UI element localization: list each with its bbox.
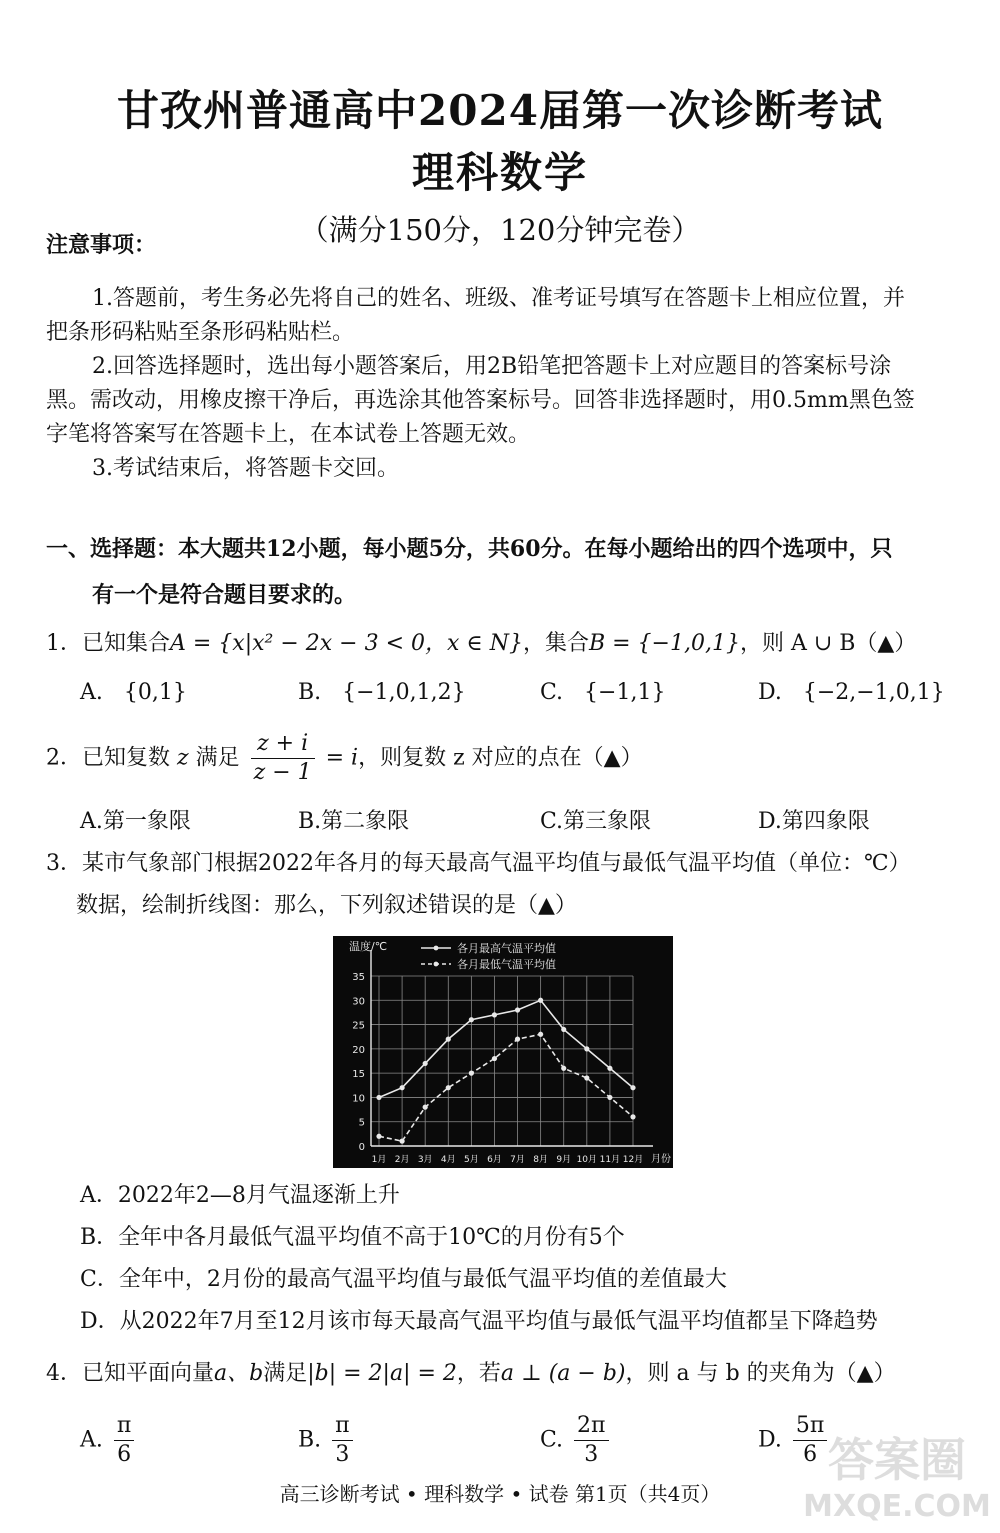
y-tick-label: 30 <box>352 996 365 1008</box>
question-1-mid: ，集合 <box>522 631 589 656</box>
data-point <box>376 1095 381 1100</box>
question-1-option-b <box>298 680 466 705</box>
option-value: {−2,−1,0,1} <box>802 680 945 705</box>
chart-grid <box>371 976 633 1146</box>
question-3-stem-line-1: 3．某市气象部门根据2022年各月的每天最高气温平均值与最低气温平均值（单位：℃） <box>46 851 911 876</box>
fraction-denominator: z − 1 <box>253 760 312 785</box>
option-label: D. <box>758 1427 782 1453</box>
question-2-option-d: D.第四象限 <box>758 809 870 834</box>
y-tick-label: 0 <box>358 1142 365 1153</box>
question-4-suffix: ，则 a 与 b 的夹角为（▲） <box>625 1361 896 1386</box>
option-fraction <box>114 1412 134 1469</box>
data-point <box>469 1017 474 1022</box>
y-tick-label: 5 <box>358 1117 365 1129</box>
question-2-fraction <box>251 730 315 787</box>
series-line-low <box>379 1034 633 1141</box>
legend-label: 各月最低气温平均值 <box>457 958 556 971</box>
data-point <box>376 1134 381 1139</box>
option-value: {0,1} <box>123 680 187 705</box>
chart-axes <box>371 950 653 1146</box>
question-2-mid: 满足 <box>195 745 240 771</box>
y-tick-label: 35 <box>352 972 365 983</box>
temperature-line-chart <box>333 936 673 1168</box>
question-3-option-a: A．2022年2—8月气温逐渐上升 <box>80 1183 400 1208</box>
data-point <box>446 1037 451 1042</box>
data-point <box>492 1012 497 1017</box>
x-tick-label: 7月 <box>510 1155 525 1165</box>
data-point <box>607 1066 612 1071</box>
question-4-mid-2: ，若 <box>456 1361 501 1386</box>
y-tick-label: 10 <box>352 1093 365 1105</box>
question-1-option-a <box>80 680 187 705</box>
section-1-heading-line-2: 有一个是符合题目要求的。 <box>92 582 357 608</box>
y-tick-label: 15 <box>352 1069 365 1081</box>
section-1-heading-line-1: 一、选择题：本大题共12小题，每小题5分，共60分。在每小题给出的四个选项中，只 <box>46 536 893 562</box>
notice-item-2-line-2: 黑。需改动，用橡皮擦干净后，再选涂其他答案标号。回答非选择题时，用0.5mm黑色签 <box>46 388 915 413</box>
y-tick-label: 20 <box>352 1044 365 1056</box>
page-footer: 高三诊断考试 • 理科数学 • 试卷 第1页（共4页） <box>279 1482 721 1506</box>
question-2-option-b: B.第二象限 <box>298 809 410 834</box>
legend-marker <box>434 946 439 951</box>
notice-item-2-line-1: 2.回答选择题时，选出每小题答案后，用2B铅笔把答题卡上对应题目的答案标号涂 <box>92 354 892 379</box>
x-tick-label: 3月 <box>417 1155 433 1165</box>
question-2-option-a: A.第一象限 <box>80 809 191 834</box>
data-point <box>446 1085 451 1090</box>
option-fraction <box>332 1412 352 1469</box>
question-4-option-a <box>80 1412 138 1469</box>
exam-subject: 理科数学 <box>411 148 588 197</box>
x-axis-label: 月份 <box>651 1154 671 1165</box>
x-tick-label: 11月 <box>599 1155 621 1165</box>
data-point <box>399 1139 404 1144</box>
data-point <box>630 1114 635 1119</box>
option-value: {−1,0,1,2} <box>342 680 466 705</box>
x-tick-label: 4月 <box>440 1155 456 1165</box>
legend-marker <box>434 962 439 967</box>
fraction-numerator: π <box>114 1412 134 1441</box>
fraction-numerator: π <box>332 1412 352 1441</box>
question-2-z: z <box>177 745 189 771</box>
fraction-numerator: 5π <box>793 1412 827 1441</box>
data-point <box>423 1061 428 1066</box>
question-3-option-d: D．从2022年7月至12月该市每天最高气温平均值与最低气温平均值都呈下降趋势 <box>80 1309 878 1334</box>
question-1-stem <box>46 626 916 657</box>
chart-labels <box>349 939 671 1165</box>
question-4-condition: |b| = 2|a| = 2 <box>307 1361 457 1386</box>
question-3-stem-line-2: 数据，绘制折线图：那么，下列叙述错误的是（▲） <box>76 893 577 918</box>
notice-item-1-line-2: 把条形码粘贴至条形码粘贴栏。 <box>46 320 355 345</box>
question-1-set-a: A = {x|x² − 2x − 3 < 0，x ∈ N} <box>170 631 523 656</box>
data-point <box>607 1095 612 1100</box>
data-point <box>538 998 543 1003</box>
watermark-logo <box>802 1418 992 1528</box>
data-point <box>630 1085 635 1090</box>
chart-legend <box>421 941 556 971</box>
question-4-option-c <box>540 1412 613 1469</box>
legend-label: 各月最高气温平均值 <box>457 942 556 955</box>
watermark-logo-svg <box>802 1418 992 1528</box>
data-point <box>515 1007 520 1012</box>
y-tick-label: 25 <box>352 1020 365 1032</box>
option-label: C. <box>540 680 564 705</box>
notice-item-3: 3.考试结束后，将答题卡交回。 <box>92 456 399 481</box>
x-tick-label: 12月 <box>622 1155 644 1165</box>
exam-subtitle: （满分150分，120分钟完卷） <box>299 213 701 247</box>
data-point <box>584 1046 589 1051</box>
option-label: D. <box>758 680 782 705</box>
option-label: C. <box>540 1427 564 1453</box>
option-fraction <box>574 1412 608 1469</box>
x-tick-label: 2月 <box>394 1155 410 1165</box>
data-point <box>469 1071 474 1076</box>
question-2-suffix: ，则复数 z 对应的点在（▲） <box>358 745 643 771</box>
question-4-stem <box>46 1356 896 1387</box>
x-tick-label: 1月 <box>371 1155 387 1165</box>
data-point <box>561 1027 566 1032</box>
option-value: {−1,1} <box>584 680 666 705</box>
svg-text:答案圈: 答案圈 <box>828 1433 966 1487</box>
question-2-option-c: C.第三象限 <box>540 809 652 834</box>
question-2-equals: = i <box>325 745 359 771</box>
x-tick-label: 6月 <box>487 1155 502 1165</box>
notice-heading: 注意事项： <box>46 232 157 258</box>
exam-title: 甘孜州普通高中2024届第一次诊断考试 <box>117 86 883 135</box>
data-point <box>492 1056 497 1061</box>
svg-text:MXQE.COM: MXQE.COM <box>803 1489 991 1524</box>
chart-svg <box>333 936 673 1168</box>
data-point <box>584 1075 589 1080</box>
question-4-vectors: a、b <box>214 1361 264 1386</box>
x-tick-label: 9月 <box>556 1155 572 1165</box>
question-4-prefix: 4．已知平面向量 <box>46 1361 214 1386</box>
option-label: A. <box>80 1427 103 1453</box>
question-1-suffix: ，则 A ∪ B（▲） <box>739 631 917 656</box>
question-2-stem <box>46 730 643 787</box>
question-2-prefix: 2．已知复数 <box>46 745 170 771</box>
question-1-option-d <box>758 680 945 705</box>
fraction-denominator: 6 <box>803 1442 818 1467</box>
fraction-denominator: 6 <box>117 1442 132 1467</box>
data-point <box>561 1066 566 1071</box>
x-tick-label: 10月 <box>576 1155 598 1165</box>
x-tick-label: 8月 <box>533 1155 549 1165</box>
y-axis-label: 温度/℃ <box>349 940 388 953</box>
data-point <box>399 1085 404 1090</box>
notice-item-2-line-3: 字笔将答案写在答题卡上，在本试卷上答题无效。 <box>46 422 531 447</box>
question-1-set-b: B = {−1,0,1} <box>588 631 740 656</box>
fraction-numerator: z + i <box>251 730 315 759</box>
data-point <box>423 1105 428 1110</box>
fraction-numerator: 2π <box>574 1412 608 1441</box>
fraction-denominator: 3 <box>584 1442 599 1467</box>
question-4-perpendicular: a ⊥ (a − b) <box>500 1361 626 1386</box>
option-label: B. <box>298 1427 322 1453</box>
x-tick-label: 5月 <box>463 1155 479 1165</box>
option-label: A. <box>80 680 103 705</box>
fraction-denominator: 3 <box>335 1442 350 1467</box>
question-1-option-c <box>540 680 665 705</box>
question-1-prefix: 1．已知集合 <box>46 631 170 656</box>
notice-item-1-line-1: 1.答题前，考生务必先将自己的姓名、班级、准考证号填写在答题卡上相应位置，并 <box>92 286 905 311</box>
question-3-option-c: C．全年中，2月份的最高气温平均值与最低气温平均值的差值最大 <box>80 1267 727 1292</box>
question-4-mid: 满足 <box>263 1361 308 1386</box>
question-4-option-b <box>298 1412 357 1469</box>
option-label: B. <box>298 680 322 705</box>
question-3-option-b: B．全年中各月最低气温平均值不高于10℃的月份有5个 <box>80 1225 625 1250</box>
data-point <box>538 1032 543 1037</box>
data-point <box>515 1037 520 1042</box>
